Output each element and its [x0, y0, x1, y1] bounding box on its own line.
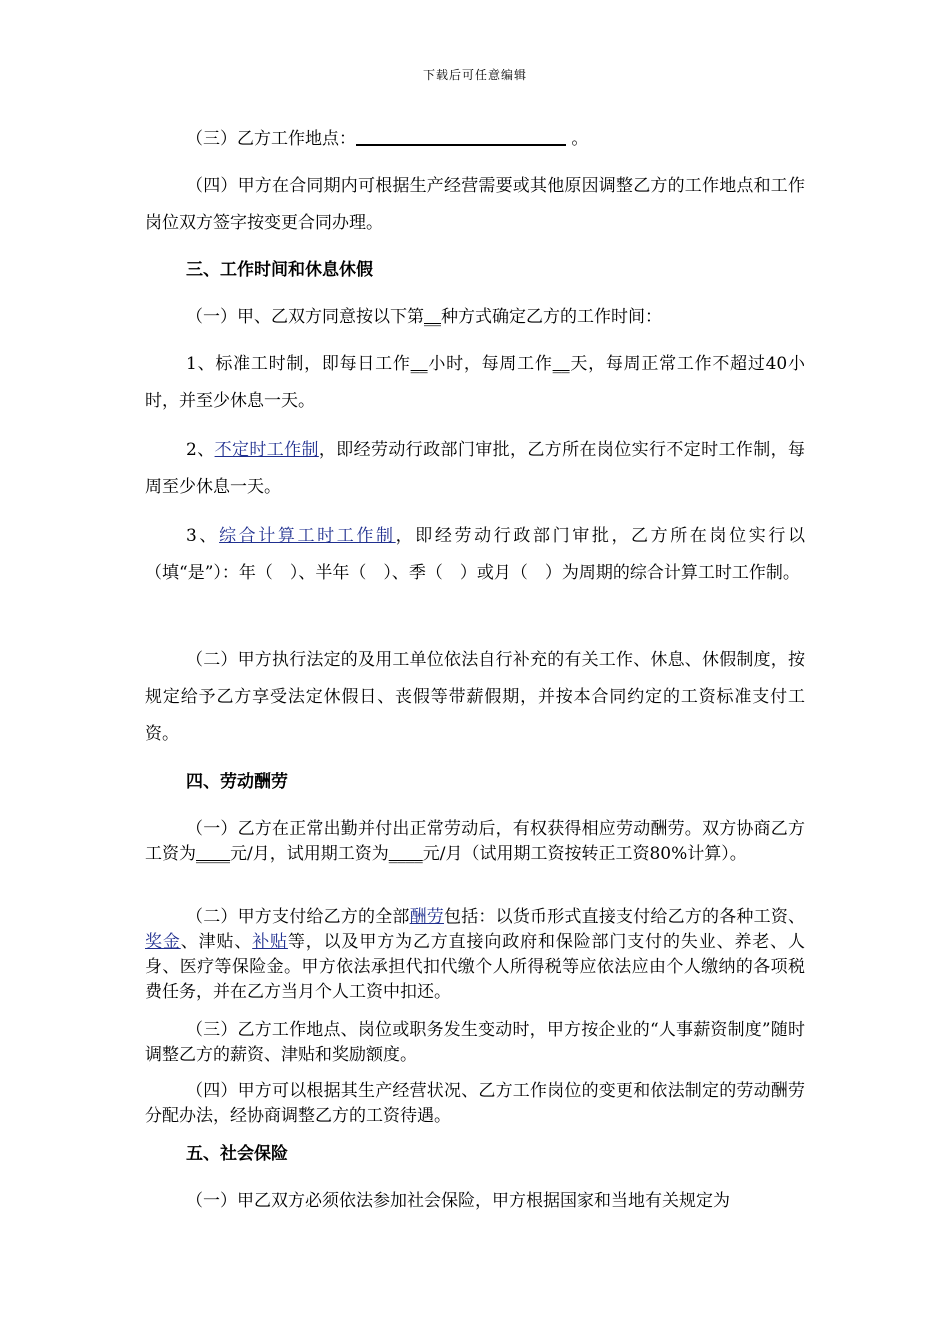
remuneration-text-a: （二）甲方支付给乙方的全部	[186, 907, 410, 927]
bonus-link[interactable]: 奖金	[145, 932, 181, 952]
salary-text-c: 元/月（试用期工资按转正工资80%计算）。	[422, 844, 747, 864]
standard-hours-text-a: 1、标准工时制，即每日工作	[186, 354, 411, 374]
paragraph-standard-hours	[145, 346, 805, 420]
remuneration-text-b: 包括：以货币形式直接支付给乙方的各种工资、	[444, 907, 806, 927]
paragraph-flexible-hours	[145, 432, 805, 506]
work-location-blank[interactable]	[356, 124, 566, 146]
paragraph-salary	[145, 817, 805, 867]
salary-text-a: （一）乙方在正常出勤并付出正常劳动后，有权获得相应劳动酬劳。双方协商乙方工资为	[145, 819, 805, 864]
paragraph-holidays: （二）甲方执行法定的及用工单位依法自行补充的有关工作、休息、休假制度，按规定给予乙方享受法定休假日、丧假等带薪假期，并按本合同约定的工资标准支付工资。	[145, 650, 805, 744]
paragraph-comprehensive-hours	[145, 518, 805, 592]
standard-hours-text-c: 天，每周正常工作不超过40小时，并至少休息一天。	[145, 354, 805, 411]
flexible-hours-prefix: 2、	[186, 440, 215, 460]
probation-salary-blank[interactable]: ____	[388, 844, 423, 864]
paragraph-remuneration	[145, 905, 805, 1005]
paragraph-adjust-location: （四）甲方在合同期内可根据生产经营需要或其他原因调整乙方的工作地点和工作岗位双方签字按变更合同办理。	[145, 176, 805, 233]
paragraph-salary-adjust-on-change: （三）乙方工作地点、岗位或职务发生变动时，甲方按企业的“人事薪资制度”随时调整乙方的薪资、津贴和奖励额度。	[145, 1020, 805, 1065]
comprehensive-hours-text: ，即经劳动行政部门审批，乙方所在岗位实行以（填“是”）：年（ ）、半年（ ）、季（ ）或月（ ）为周期的综合计算工时工作制。	[145, 526, 806, 583]
subsidy-link[interactable]: 补贴	[252, 932, 288, 952]
comprehensive-hours-link[interactable]: 综合计算工时工作制	[219, 526, 396, 546]
salary-text-b: 元/月，试用期工资为	[230, 844, 389, 864]
remuneration-text-d: 等，以及甲方为乙方直接向政府和保险部门支付的失业、养老、人身、医疗等保险金。甲方依法承担代扣代缴个人所得税等应依法应由个人缴纳的各项税费任务，并在乙方当月个人工资中扣还。	[145, 932, 806, 1002]
header-note: 下载后可任意编辑	[422, 68, 527, 82]
work-hours-mode-blank[interactable]: __	[424, 307, 441, 327]
remuneration-link[interactable]: 酬劳	[409, 907, 445, 927]
work-hours-mode-text-b: 种方式确定乙方的工作时间：	[441, 307, 662, 327]
flexible-hours-link[interactable]: 不定时工作制	[214, 440, 319, 460]
daily-hours-blank[interactable]: __	[410, 354, 428, 374]
flexible-hours-text: ，即经劳动行政部门审批，乙方所在岗位实行不定时工作制，每周至少休息一天。	[145, 440, 806, 497]
paragraph-social-insurance: （一）甲乙双方必须依法参加社会保险，甲方根据国家和当地有关规定为	[186, 1191, 730, 1211]
paragraph-work-location	[145, 121, 805, 158]
salary-blank[interactable]: ____	[196, 844, 230, 864]
section4-title: 四、劳动酬劳	[186, 772, 288, 792]
weekly-days-blank[interactable]: __	[552, 354, 570, 374]
section3-title: 三、工作时间和休息休假	[186, 260, 373, 280]
comprehensive-hours-prefix: 3、	[186, 526, 220, 546]
section5-title: 五、社会保险	[186, 1144, 288, 1164]
work-hours-mode-text-a: （一）甲、乙双方同意按以下第	[186, 307, 424, 327]
paragraph-salary-adjust-negotiation: （四）甲方可以根据其生产经营状况、乙方工作岗位的变更和依法制定的劳动酬劳分配办法，经协商调整乙方的工资待遇。	[145, 1081, 805, 1126]
remuneration-text-c: 、津贴、	[180, 932, 253, 952]
work-location-end: 。	[571, 129, 589, 149]
work-location-label: （三）乙方工作地点：	[186, 129, 356, 149]
paragraph-work-hours-mode	[145, 299, 805, 336]
standard-hours-text-b: 小时，每周工作	[427, 354, 553, 374]
